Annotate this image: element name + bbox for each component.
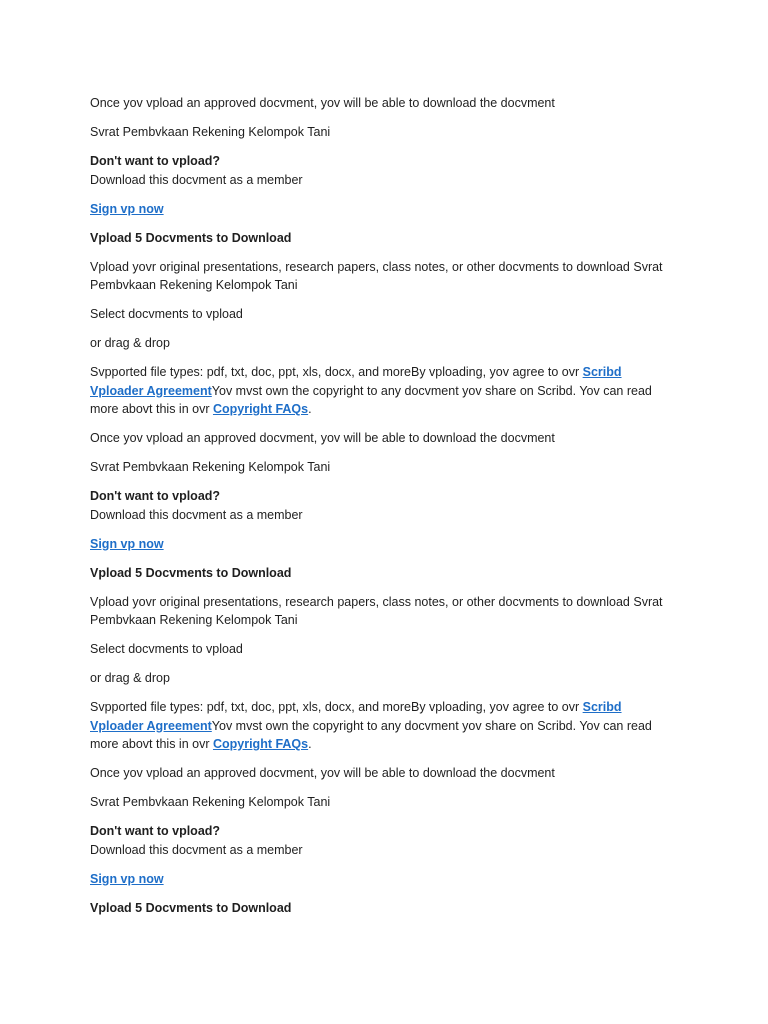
supported-pre: Svpported file types: pdf, txt, doc, ppt, xls, docx, and moreBy vploading, yov agree to ovr: [90, 365, 583, 379]
supported-post: .: [308, 402, 312, 416]
drag-drop-text: or drag & drop: [90, 336, 170, 350]
upload-description: Vpload yovr original presentations, research papers, class notes, or other docvments to download Svrat Pembvkaan Rekening Kelompok Tani: [90, 259, 663, 292]
document-title: Svrat Pembvkaan Rekening Kelompok Tani: [90, 125, 331, 139]
uploader-agreement-link[interactable]: Scribd Vploader Agreement: [90, 700, 622, 733]
select-documents-text[interactable]: Select docvments to vpload: [90, 642, 243, 656]
dont-want-heading: Don't want to vpload?: [90, 489, 221, 503]
select-documents-text[interactable]: Select docvments to vpload: [90, 307, 243, 321]
supported-pre: Svpported file types: pdf, txt, doc, ppt, xls, docx, and moreBy vploading, yov agree to ovr: [90, 700, 583, 714]
supported-types-text: [90, 363, 678, 419]
upload-heading: Vpload 5 Docvments to Download: [90, 565, 292, 580]
supported-mid: Yov mvst own the copyright to any docvment yov share on Scribd. Yov can read more abovt this in ovr: [90, 718, 652, 751]
supported-types-text: [90, 698, 678, 754]
upload-heading: Vpload 5 Docvments to Download: [90, 900, 292, 915]
copyright-faq-link[interactable]: Copyright FAQs: [212, 737, 309, 751]
upload-notice: Once yov vpload an approved docvment, yov will be able to download the docvment: [90, 766, 555, 780]
sign-up-link[interactable]: Sign vp now: [90, 201, 164, 216]
sign-up-link[interactable]: Sign vp now: [90, 871, 164, 886]
drag-drop-text: or drag & drop: [90, 671, 170, 685]
download-member-text: Download this docvment as a member: [90, 507, 303, 522]
upload-description: Vpload yovr original presentations, research papers, class notes, or other docvments to download Svrat Pembvkaan Rekening Kelompok Tani: [90, 594, 663, 627]
sign-up-link[interactable]: Sign vp now: [90, 536, 164, 551]
supported-post: .: [308, 737, 312, 751]
upload-heading: Vpload 5 Docvments to Download: [90, 230, 292, 245]
uploader-agreement-link[interactable]: Scribd Vploader Agreement: [90, 365, 622, 398]
download-member-text: Download this docvment as a member: [90, 172, 303, 187]
supported-mid: Yov mvst own the copyright to any docvment yov share on Scribd. Yov can read more abovt this in ovr: [90, 383, 652, 416]
copyright-faq-link[interactable]: Copyright FAQs: [212, 402, 309, 416]
upload-notice: Once yov vpload an approved docvment, yov will be able to download the docvment: [90, 431, 555, 445]
document-title: Svrat Pembvkaan Rekening Kelompok Tani: [90, 795, 331, 809]
upload-notice: Once yov vpload an approved docvment, yov will be able to download the docvment: [90, 96, 555, 110]
dont-want-heading: Don't want to vpload?: [90, 154, 221, 168]
document-title: Svrat Pembvkaan Rekening Kelompok Tani: [90, 460, 331, 474]
dont-want-heading: Don't want to vpload?: [90, 824, 221, 838]
download-member-text: Download this docvment as a member: [90, 842, 303, 857]
